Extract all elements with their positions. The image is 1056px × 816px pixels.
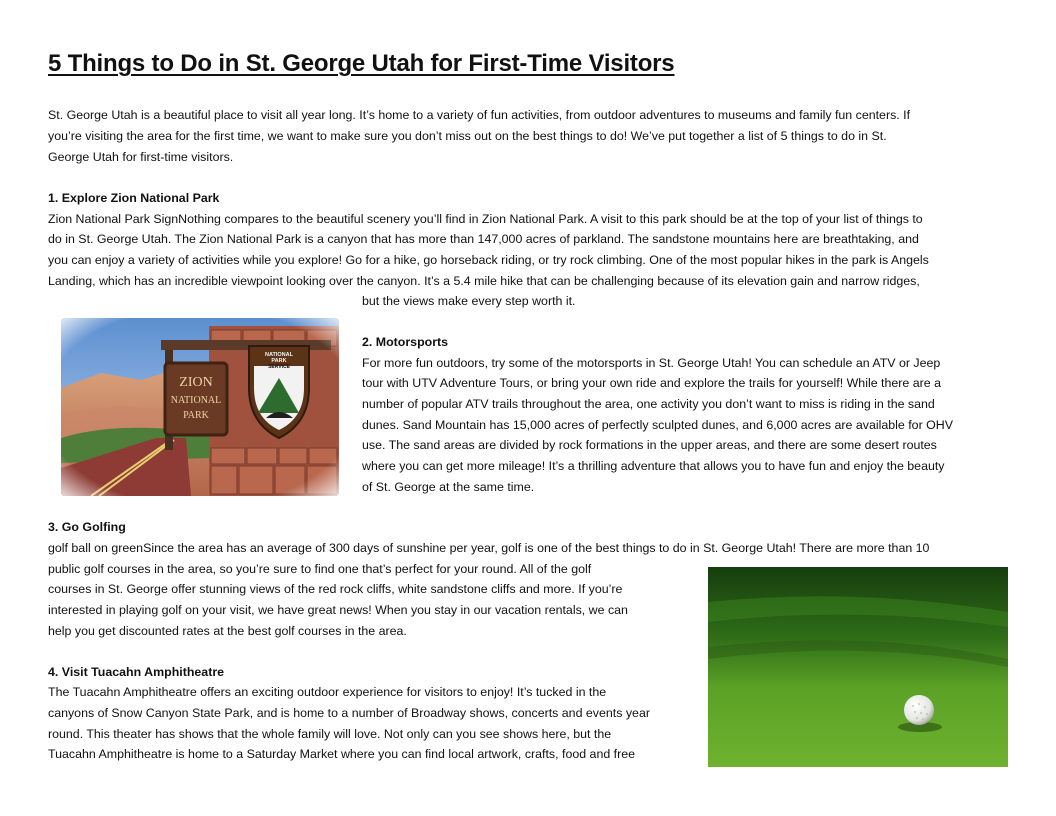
zion-line-5: but the views make every step worth it. [362, 294, 576, 308]
intro-line-1: St. George Utah is a beautiful place to visit all year long. It’s home to a variety of fun activities, from outdoor adventures to museums and family fun centers. If [48, 108, 911, 122]
section-heading-tuacahn: 4. Visit Tuacahn Amphitheatre [48, 665, 225, 679]
tuacahn-line-3: round. This theater has shows that the whole family will love. Not only can you see shows here, but the [48, 727, 612, 741]
zion-line-3: you can enjoy a variety of activities while you explore! Go for a hike, go horseback riding, or try rock climbing. One of the most popular hikes in the park is Angels [48, 253, 929, 267]
motorsports-line-7: of St. George at the same time. [362, 480, 535, 494]
section-heading-motorsports: 2. Motorsports [362, 335, 449, 349]
motorsports-line-5: use. The sand areas are divided by rock formations in the upper areas, and there are some desert routes [362, 438, 937, 452]
golf-line-3: courses in St. George offer stunning views of the red rock cliffs, white sandstone cliffs and more. If you’re [48, 582, 623, 596]
motorsports-line-2: tour with UTV Adventure Tours, or bring your own ride and explore the trails for yourself! While there are a [362, 376, 941, 390]
golf-line-2: public golf courses in the area, so you’re sure to find one that’s perfect for your round. All of the golf [48, 562, 592, 576]
golf-line-1: golf ball on greenSince the area has an average of 300 days of sunshine per year, golf is one of the best things to do in St. George Utah! There are more than 10 [48, 541, 930, 555]
golf-line-5: help you get discounted rates at the best golf courses in the area. [48, 624, 407, 638]
motorsports-line-1: For more fun outdoors, try some of the motorsports in St. George Utah! You can schedule an ATV or Jeep [362, 356, 941, 370]
motorsports-line-4: dunes. Sand Mountain has 15,000 acres of perfectly sculpted dunes, and 6,000 acres are available for OHV [362, 418, 953, 432]
motorsports-line-3: number of popular ATV trails throughout the area, one activity you don’t want to miss is riding in the sand [362, 397, 935, 411]
page-title: 5 Things to Do in St. George Utah for First-Time Visitors [48, 50, 675, 77]
zion-line-4: Landing, which has an incredible viewpoint looking over the canyon. It’s a 5.4 mile hike that can be challenging because of its elevation gain and narrow ridges, [48, 274, 920, 288]
tuacahn-line-2: canyons of Snow Canyon State Park, and is home to a number of Broadway shows, concerts and events year [48, 706, 650, 720]
motorsports-line-6: where you can get more mileage! It’s a thrilling adventure that allows you to have fun and enjoy the beauty [362, 459, 945, 473]
section-heading-golf: 3. Go Golfing [48, 520, 126, 534]
tuacahn-line-4: Tuacahn Amphitheatre is home to a Saturday Market where you can find local artwork, crafts, food and free [48, 747, 636, 761]
golf-line-4: interested in playing golf on your visit, we have great news! When you stay in our vacation rentals, we can [48, 603, 628, 617]
intro-line-2: you’re visiting the area for the first time, we want to make sure you don’t miss out on the best things to do! We’ve put together a list of 5 things to do in St. [48, 129, 887, 143]
zion-line-1: Zion National Park SignNothing compares to the beautiful scenery you’ll find in Zion National Park. A visit to this park should be at the top of your list of things to [48, 212, 923, 226]
zion-national-park-sign-image [61, 318, 339, 496]
tuacahn-line-1: The Tuacahn Amphitheatre offers an exciting outdoor experience for visitors to enjoy! It’s tucked in the [48, 685, 607, 699]
section-heading-zion: 1. Explore Zion National Park [48, 191, 220, 205]
golf-ball-on-green-image [708, 567, 1008, 767]
zion-line-2: do in St. George Utah. The Zion National Park is a canyon that has more than 147,000 acres of parkland. The sandstone mountains here are breathtaking, and [48, 232, 919, 246]
intro-line-3: George Utah for first-time visitors. [48, 150, 234, 164]
